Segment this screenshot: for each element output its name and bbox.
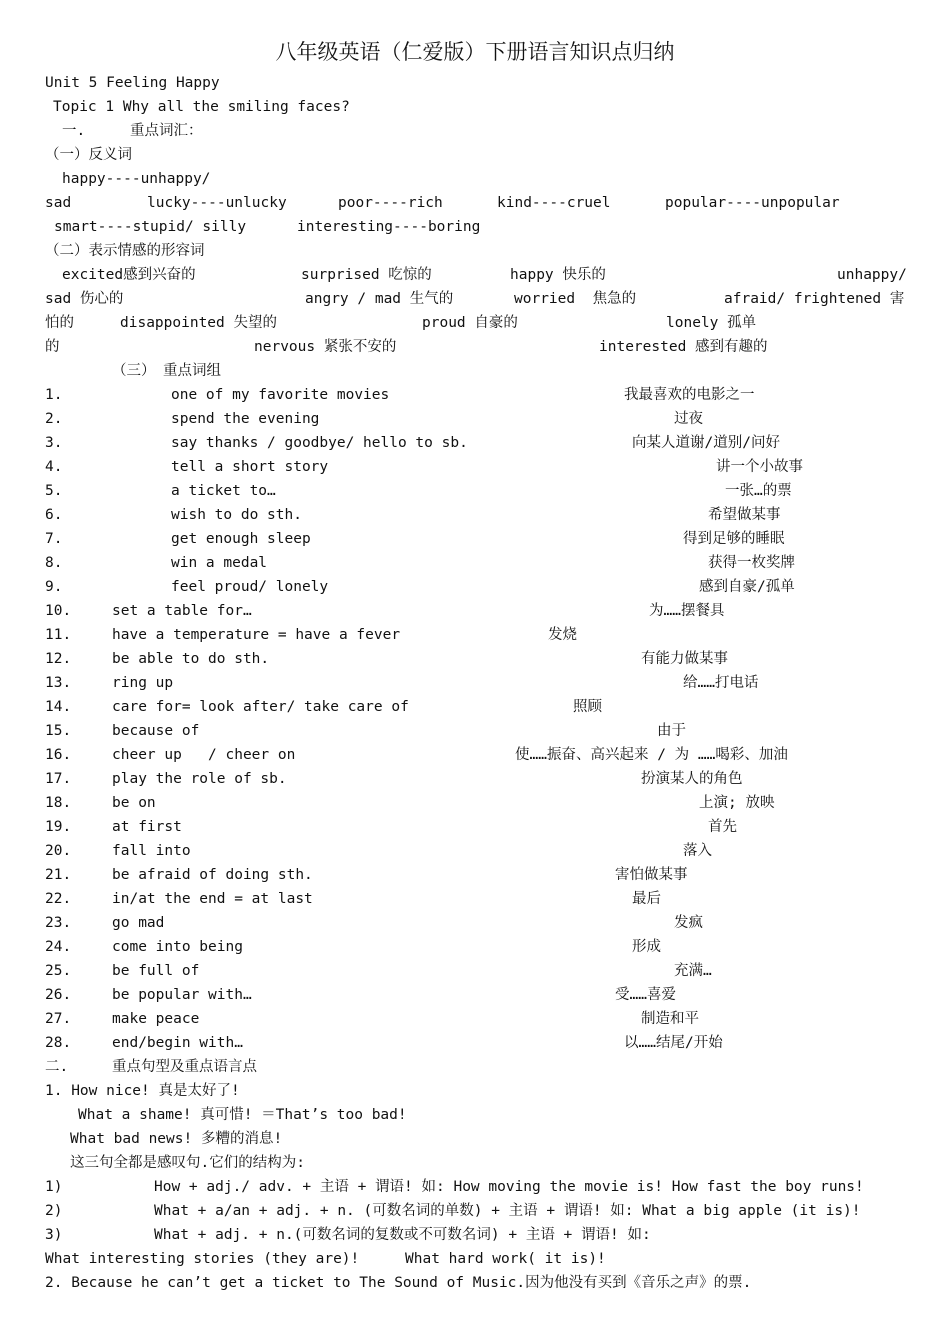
phrase-english: go mad [112,915,165,931]
phrase-number: 6. [45,507,63,523]
phrase-english: wish to do sth. [171,507,302,523]
antonym-pair: popular----unpopular [665,195,840,211]
phrase-number: 16. [45,747,72,763]
phrase-chinese: 上演; 放映 [699,795,775,811]
phrase-number: 21. [45,867,72,883]
rule-example: What hard work( it is)! [405,1251,606,1267]
phrase-english: be able to do sth. [112,651,270,667]
phrase-number: 24. [45,939,72,955]
phrase-chinese: 过夜 [674,411,703,427]
phrase-number: 14. [45,699,72,715]
rule-number: 2) [45,1203,63,1219]
emotion-word: worried 焦急的 [514,291,637,307]
phrase-number: 4. [45,459,63,475]
phrase-number: 7. [45,531,63,547]
phrase-number: 17. [45,771,72,787]
phrase-english: at first [112,819,182,835]
phrase-english: care for= look after/ take care of [112,699,409,715]
phrase-chinese: 为……摆餐具 [649,603,725,619]
phrase-english: end/begin with… [112,1035,243,1051]
phrase-chinese: 首先 [708,819,737,835]
phrase-chinese: 以……结尾/开始 [624,1035,723,1051]
sentence-example: What a shame! 真可惜! ＝That’s too bad! [78,1107,407,1123]
phrase-english: one of my favorite movies [171,387,390,403]
phrase-english: ring up [112,675,174,691]
section-1-label: 重点词汇： [130,123,203,139]
phrase-chinese: 讲一个小故事 [716,459,803,475]
phrase-chinese: 发烧 [548,627,577,643]
phrase-chinese: 获得一枚奖牌 [708,555,795,571]
phrase-number: 8. [45,555,63,571]
emotion-word: disappointed 失望的 [120,315,277,331]
phrase-chinese: 害怕做某事 [615,867,688,883]
phrase-english: because of [112,723,200,739]
rule-text: What + a/an + adj. + n. (可数名词的单数) + 主语 + 谓语! 如: What a big apple (it is)! [154,1203,861,1219]
phrase-english: play the role of sb. [112,771,287,787]
emotion-word: unhappy/ [837,267,907,283]
antonym-pair: smart----stupid/ silly [54,219,247,235]
phrase-english: spend the evening [171,411,320,427]
phrase-chinese: 最后 [632,891,661,907]
antonym-pair: lucky----unlucky [147,195,287,211]
emotion-word: lonely 孤单 [666,315,757,331]
antonym-pair: kind----cruel [497,195,611,211]
topic-heading: Topic 1 Why all the smiling faces? [53,99,350,115]
antonym-word: sad [45,195,72,211]
phrase-chinese: 希望做某事 [708,507,781,523]
phrase-number: 28. [45,1035,72,1051]
sentence-note: 这三句全都是感叹句.它们的结构为: [70,1155,305,1171]
phrase-number: 18. [45,795,72,811]
phrase-number: 5. [45,483,63,499]
phrase-chinese: 照顾 [573,699,602,715]
emotion-word: surprised 吃惊的 [301,267,432,283]
sentence-point: 1. How nice! 真是太好了! [45,1083,240,1099]
phrase-number: 3. [45,435,63,451]
rule-text: How + adj./ adv. + 主语 + 谓语! 如: How moving the movie is! How fast the boy runs! [154,1179,864,1195]
antonym-pair: poor----rich [338,195,443,211]
phrase-english: say thanks / goodbye/ hello to sb. [171,435,468,451]
emotion-word: angry / mad 生气的 [305,291,454,307]
emotion-word: nervous 紧张不安的 [254,339,397,355]
emotion-word: 的 [45,339,60,355]
phrase-english: tell a short story [171,459,329,475]
phrase-number: 2. [45,411,63,427]
emotion-word: 怕的 [45,315,74,331]
phrase-english: in/at the end = at last [112,891,313,907]
rule-number: 1) [45,1179,63,1195]
phrase-english: a ticket to… [171,483,276,499]
rule-example: What interesting stories (they are)! [45,1251,360,1267]
phrase-number: 26. [45,987,72,1003]
emotion-word: afraid/ frightened 害 [724,291,905,307]
sentence-point: 2. Because he can’t get a ticket to The Sound of Music.因为他没有买到《音乐之声》的票. [45,1275,752,1291]
section-2-number: 二. [45,1059,69,1075]
sentence-example: What bad news! 多糟的消息! [70,1131,283,1147]
phrase-chinese: 充满… [674,963,712,979]
phrase-number: 10. [45,603,72,619]
phrase-number: 19. [45,819,72,835]
phrase-number: 9. [45,579,63,595]
phrase-number: 13. [45,675,72,691]
emotion-word: proud 自豪的 [422,315,518,331]
phrase-english: make peace [112,1011,200,1027]
phrase-number: 25. [45,963,72,979]
phrases-heading: 重点词组 [163,363,221,379]
phrase-chinese: 一张…的票 [725,483,792,499]
phrase-english: fall into [112,843,191,859]
phrase-english: be popular with… [112,987,252,1003]
rule-text: What + adj. + n.(可数名词的复数或不可数名词) + 主语 + 谓语! 如: [154,1227,651,1243]
emotion-word: happy 快乐的 [510,267,606,283]
antonym-pair: interesting----boring [297,219,481,235]
phrase-english: be afraid of doing sth. [112,867,313,883]
phrase-chinese: 感到自豪/孤单 [699,579,795,595]
emotion-word: interested 感到有趣的 [599,339,768,355]
phrase-chinese: 制造和平 [641,1011,699,1027]
antonyms-heading: （一）反义词 [45,147,132,163]
phrase-english: come into being [112,939,243,955]
phrase-chinese: 给……打电话 [683,675,759,691]
phrases-heading-number: （三） [112,363,156,379]
phrase-chinese: 我最喜欢的电影之一 [624,387,755,403]
phrase-chinese: 发疯 [674,915,703,931]
antonym-pair: happy----unhappy/ [62,171,211,187]
phrase-chinese: 落入 [683,843,712,859]
phrase-english: be full of [112,963,200,979]
phrase-chinese: 形成 [632,939,661,955]
emotion-word: sad 伤心的 [45,291,124,307]
phrase-english: cheer up / cheer on [112,747,296,763]
phrase-chinese: 使……振奋、高兴起来 / 为 ……喝彩、加油 [515,747,788,763]
phrase-number: 27. [45,1011,72,1027]
phrase-number: 1. [45,387,63,403]
phrase-chinese: 扮演某人的角色 [641,771,743,787]
phrase-chinese: 得到足够的睡眠 [683,531,785,547]
phrase-english: have a temperature = have a fever [112,627,401,643]
emotions-heading: （二）表示情感的形容词 [45,243,205,259]
rule-number: 3) [45,1227,63,1243]
section-2-label: 重点句型及重点语言点 [112,1059,257,1075]
phrase-english: get enough sleep [171,531,311,547]
phrase-chinese: 向某人道谢/道别/问好 [632,435,780,451]
phrase-english: set a table for… [112,603,252,619]
phrase-number: 23. [45,915,72,931]
emotion-word: excited感到兴奋的 [62,267,196,283]
phrase-english: feel proud/ lonely [171,579,329,595]
phrase-number: 15. [45,723,72,739]
phrase-chinese: 受……喜爱 [615,987,676,1003]
unit-heading: Unit 5 Feeling Happy [45,75,220,91]
phrase-chinese: 有能力做某事 [641,651,728,667]
section-1-number: 一. [62,123,86,139]
phrase-number: 20. [45,843,72,859]
phrase-english: win a medal [171,555,268,571]
phrase-english: be on [112,795,156,811]
phrase-number: 22. [45,891,72,907]
phrase-chinese: 由于 [657,723,686,739]
phrase-number: 11. [45,627,72,643]
phrase-number: 12. [45,651,72,667]
document-title: 八年级英语（仁爱版）下册语言知识点归纳 [275,40,675,64]
